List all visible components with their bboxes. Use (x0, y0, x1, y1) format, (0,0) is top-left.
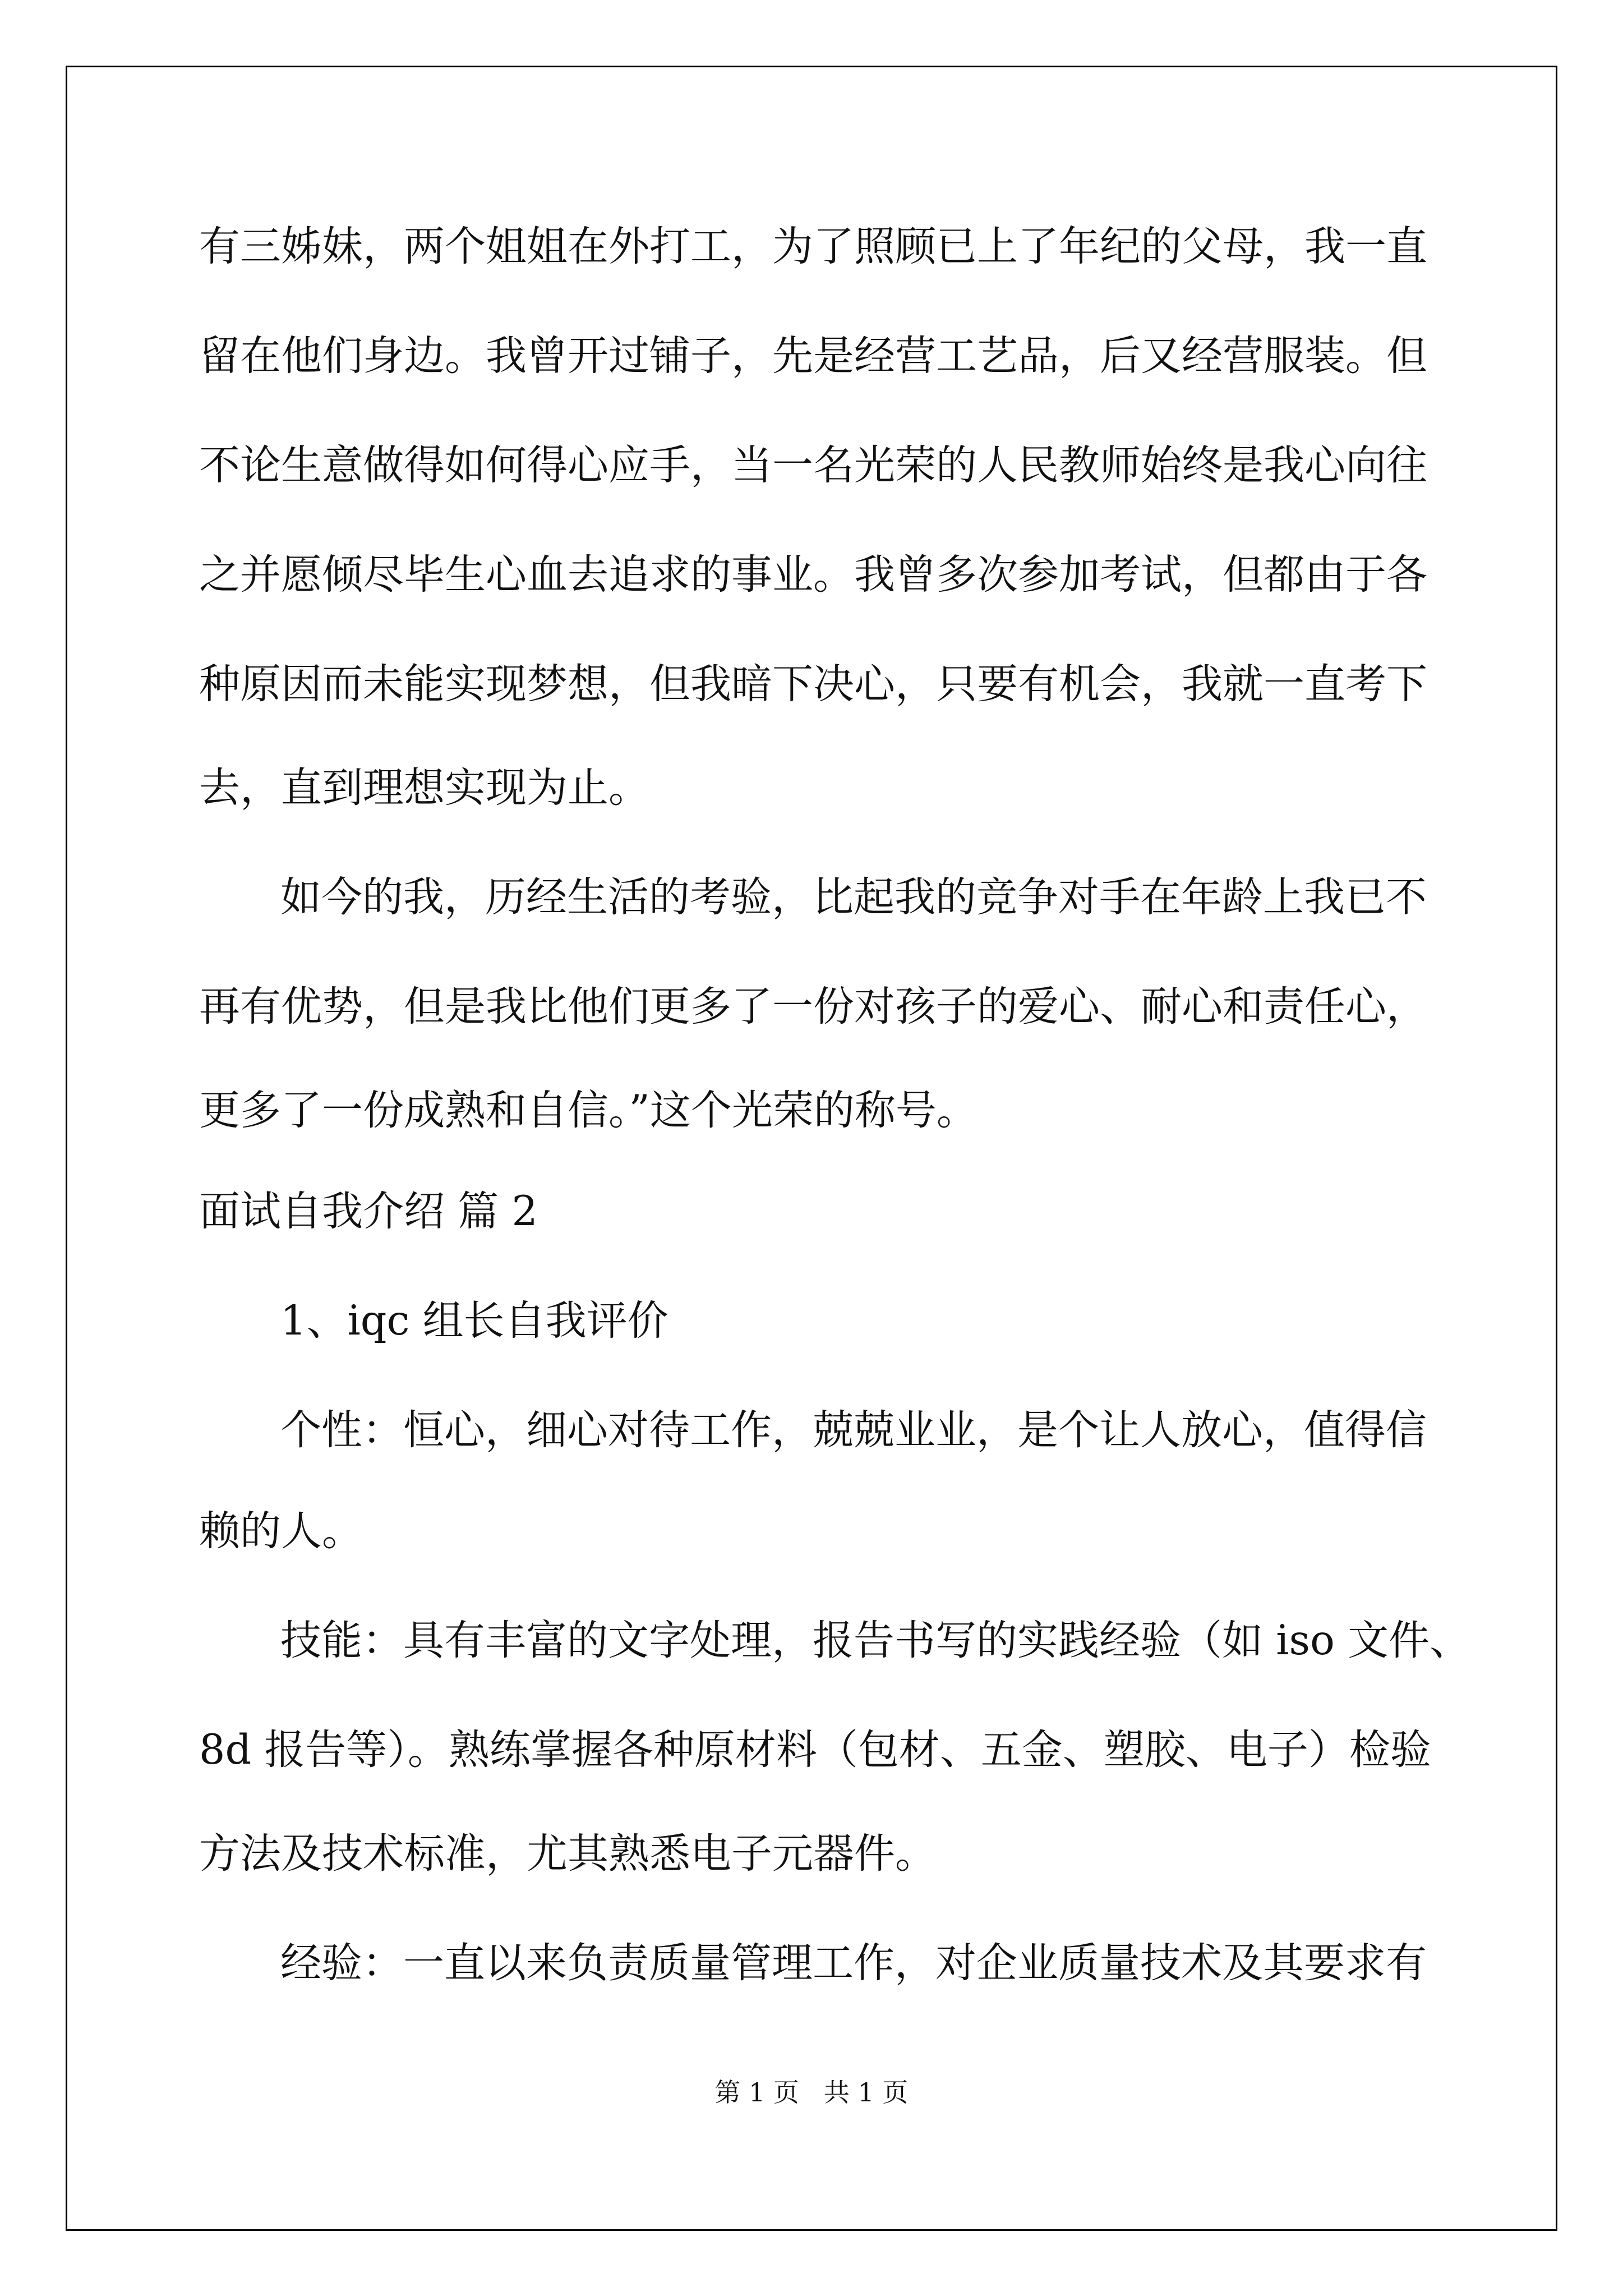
page-footer: 第 1 页 共 1 页 (714, 2077, 909, 2108)
section-heading: 面试自我介绍 篇 2 (199, 1188, 538, 1235)
subheading: 1、iqc 组长自我评价 (280, 1297, 668, 1345)
page-border (66, 66, 1557, 2231)
body-line: 不论生意做得如何得心应手，当一名光荣的人民教师始终是我心向往 (199, 441, 1427, 489)
body-line: 技能：具有丰富的文字处理，报告书写的实践经验（如 iso 文件、 (280, 1617, 1471, 1664)
body-line: 8d 报告等）。熟练掌握各种原材料（包材、五金、塑胶、电子）检验 (199, 1726, 1431, 1774)
body-line: 个性：恒心，细心对待工作，兢兢业业，是个让人放心，值得信 (280, 1406, 1427, 1454)
body-line: 如今的我，历经生活的考验，比起我的竞争对手在年龄上我已不 (280, 873, 1427, 921)
body-line: 种原因而未能实现梦想，但我暗下决心，只要有机会，我就一直考下 (199, 660, 1427, 708)
body-line: 更多了一份成熟和自信。”这个光荣的称号。 (199, 1087, 978, 1134)
body-line: 再有优势，但是我比他们更多了一份对孩子的爱心、耐心和责任心， (199, 983, 1427, 1030)
body-line: 留在他们身边。我曾开过铺子，先是经营工艺品，后又经营服装。但 (199, 332, 1427, 380)
body-line: 有三姊妹，两个姐姐在外打工，为了照顾已上了年纪的父母，我一直 (199, 223, 1427, 270)
body-line: 方法及技术标准，尤其熟悉电子元器件。 (199, 1830, 936, 1878)
body-line: 去，直到理想实现为止。 (199, 764, 649, 812)
body-line: 经验：一直以来负责质量管理工作，对企业质量技术及其要求有 (280, 1939, 1427, 1987)
body-line: 之并愿倾尽毕生心血去追求的事业。我曾多次参加考试，但都由于各 (199, 551, 1427, 599)
body-line: 赖的人。 (199, 1507, 363, 1555)
